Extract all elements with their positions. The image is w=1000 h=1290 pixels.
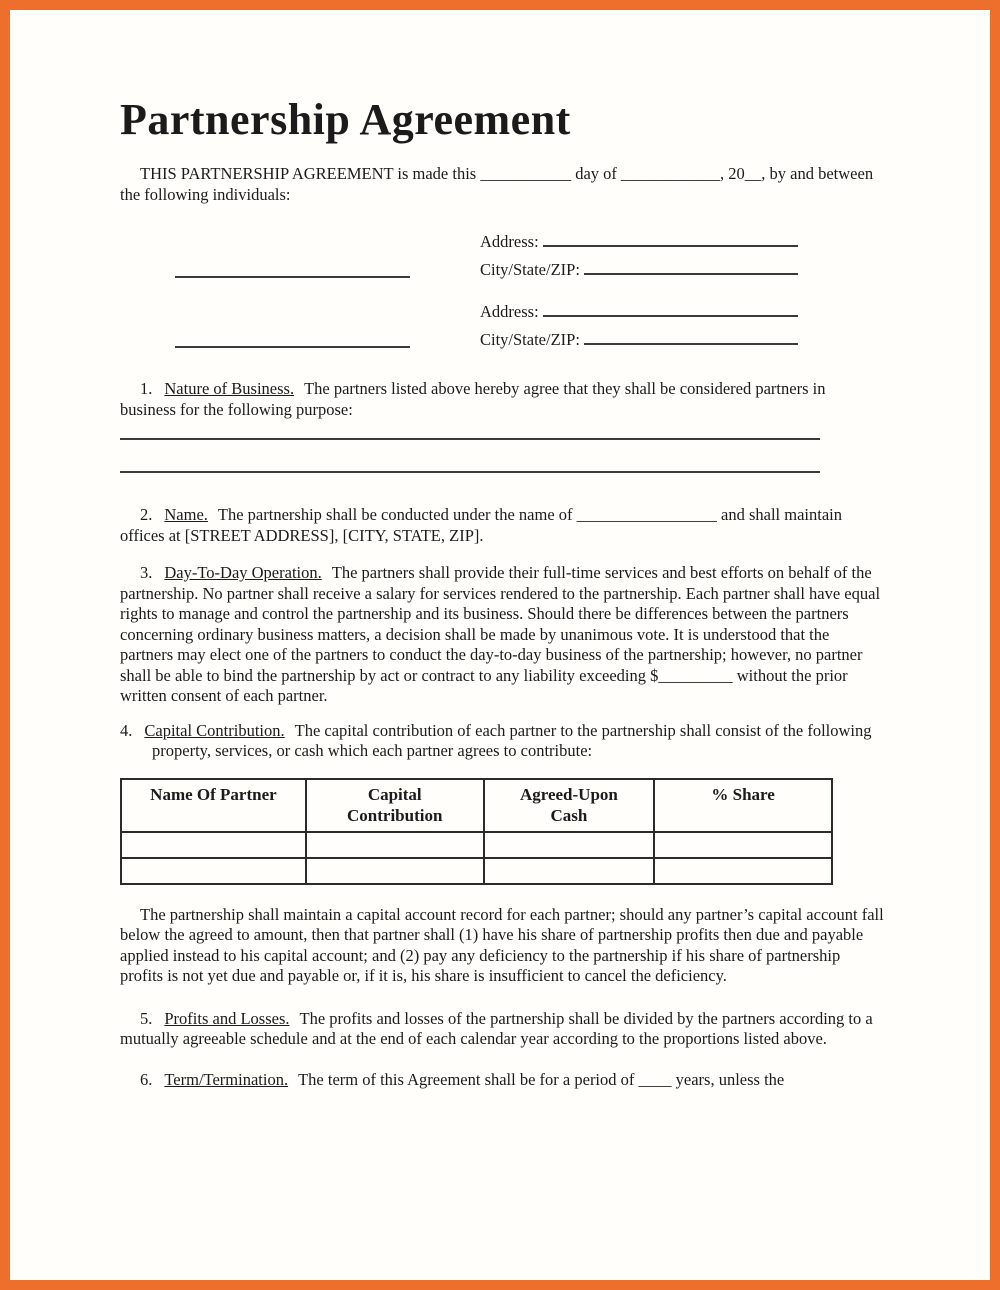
section-2-name	[120, 505, 885, 546]
document-content	[10, 10, 990, 1090]
table-cell	[654, 832, 832, 858]
section-6-term-termination	[120, 1070, 885, 1091]
partner-1-name-column	[175, 276, 410, 283]
table-row	[121, 858, 832, 884]
table-header-capital-contribution: Capital Contribution	[306, 779, 484, 832]
partner-2-city-row	[480, 325, 798, 353]
section-1-heading: Nature of Business.	[164, 379, 295, 398]
section-6-number: 6.	[140, 1069, 153, 1089]
section-4-heading: Capital Contribution.	[144, 720, 285, 740]
purpose-blank-line-2	[120, 471, 820, 473]
address-label: Address:	[480, 232, 539, 251]
partner-block-2	[175, 297, 885, 353]
city-state-zip-blank	[584, 255, 798, 275]
section-1-number: 1.	[140, 379, 153, 398]
section-3-body: The partners shall provide their full-time services and best efforts on behalf of the partnership. No partner shall receive a salary for services rendered to the partnership. Each partner shall have equal rights to manage and control the partnership and its business. Should there be differences between the partners concerning ordinary business matters, a decision shall be made by unanimous vote. It is understood that the partners may elect one of the partners to conduct the day-to-day business of the partnership; however, no partner shall be able to bind the partnership by act or contract to any liability exceeding $_________ without the prior written consent of each partner.	[120, 563, 881, 705]
section-3-heading: Day-To-Day Operation.	[164, 563, 322, 582]
section-4-number: 4.	[120, 720, 133, 740]
section-1-body: The partners listed above hereby agree that they shall be considered partners in business for the following purpose:	[120, 379, 826, 419]
table-cell	[654, 858, 832, 884]
partner-2-name-column	[175, 346, 410, 353]
city-state-zip-label: City/State/ZIP:	[480, 330, 580, 349]
table-cell	[306, 832, 484, 858]
section-1-nature-of-business	[120, 379, 885, 420]
table-cell	[484, 858, 655, 884]
city-state-zip-blank	[584, 325, 798, 345]
section-2-heading: Name.	[164, 505, 208, 524]
partner-1-address-column	[480, 227, 798, 283]
table-cell	[121, 858, 306, 884]
capital-contribution-table	[120, 778, 833, 885]
partner-1-city-row	[480, 255, 798, 283]
capital-account-paragraph: The partnership shall maintain a capital account record for each partner; should any partner’s capital account fall below the agreed to amount, then that partner shall (1) have his share of partnership profits then due and payable applied instead to his capital account; and (2) pay any deficiency to the partnership if his share of partnership profits is not yet due and payable or, if it is, his share is insufficient to cancel the deficiency.	[120, 904, 884, 985]
intro-paragraph: THIS PARTNERSHIP AGREEMENT is made this ___________ day of ____________, 20__, by and between the following individuals:	[120, 164, 874, 204]
section-5-body: The profits and losses of the partnership shall be divided by the partners according to a mutually agreeable schedule and at the end of each calendar year according to the proportions listed above.	[120, 1008, 873, 1048]
section-3-day-to-day-operation	[120, 563, 885, 707]
table-cell	[121, 832, 306, 858]
table-cell	[306, 858, 484, 884]
partner-block-1	[175, 227, 885, 283]
section-6-heading: Term/Termination.	[164, 1069, 289, 1089]
table-header-name-of-partner: Name Of Partner	[121, 779, 306, 832]
address-label: Address:	[480, 302, 539, 321]
purpose-blank-line-1	[120, 438, 820, 440]
table-cell	[484, 832, 655, 858]
section-5-number: 5.	[140, 1008, 153, 1028]
table-header-row	[121, 779, 832, 832]
table-header-percent-share: % Share	[654, 779, 832, 832]
partner-2-address-row	[480, 297, 798, 325]
partner-2-name-blank	[175, 346, 410, 348]
address-blank	[543, 297, 798, 317]
table-row	[121, 832, 832, 858]
section-4-capital-contribution	[120, 721, 885, 762]
address-blank	[543, 227, 798, 247]
section-5-profits-and-losses	[120, 1009, 885, 1050]
city-state-zip-label: City/State/ZIP:	[480, 260, 580, 279]
table-header-agreed-upon-cash: Agreed-Upon Cash	[484, 779, 655, 832]
partner-1-name-blank	[175, 276, 410, 278]
section-3-number: 3.	[140, 563, 153, 582]
page-title: Partnership Agreement	[120, 95, 571, 144]
partner-2-address-column	[480, 297, 798, 353]
section-4-body: The capital contribution of each partner to the partnership shall consist of the following property, services, or cash which each partner agrees to contribute:	[152, 720, 872, 760]
section-2-number: 2.	[140, 505, 153, 524]
partner-1-address-row	[480, 227, 798, 255]
section-5-heading: Profits and Losses.	[164, 1008, 290, 1028]
section-6-body: The term of this Agreement shall be for a period of ____ years, unless the	[298, 1069, 785, 1089]
section-2-body: The partnership shall be conducted under the name of _________________ and shall maintain offices at [STREET ADDRESS], [CITY, STATE, ZIP].	[120, 505, 842, 545]
